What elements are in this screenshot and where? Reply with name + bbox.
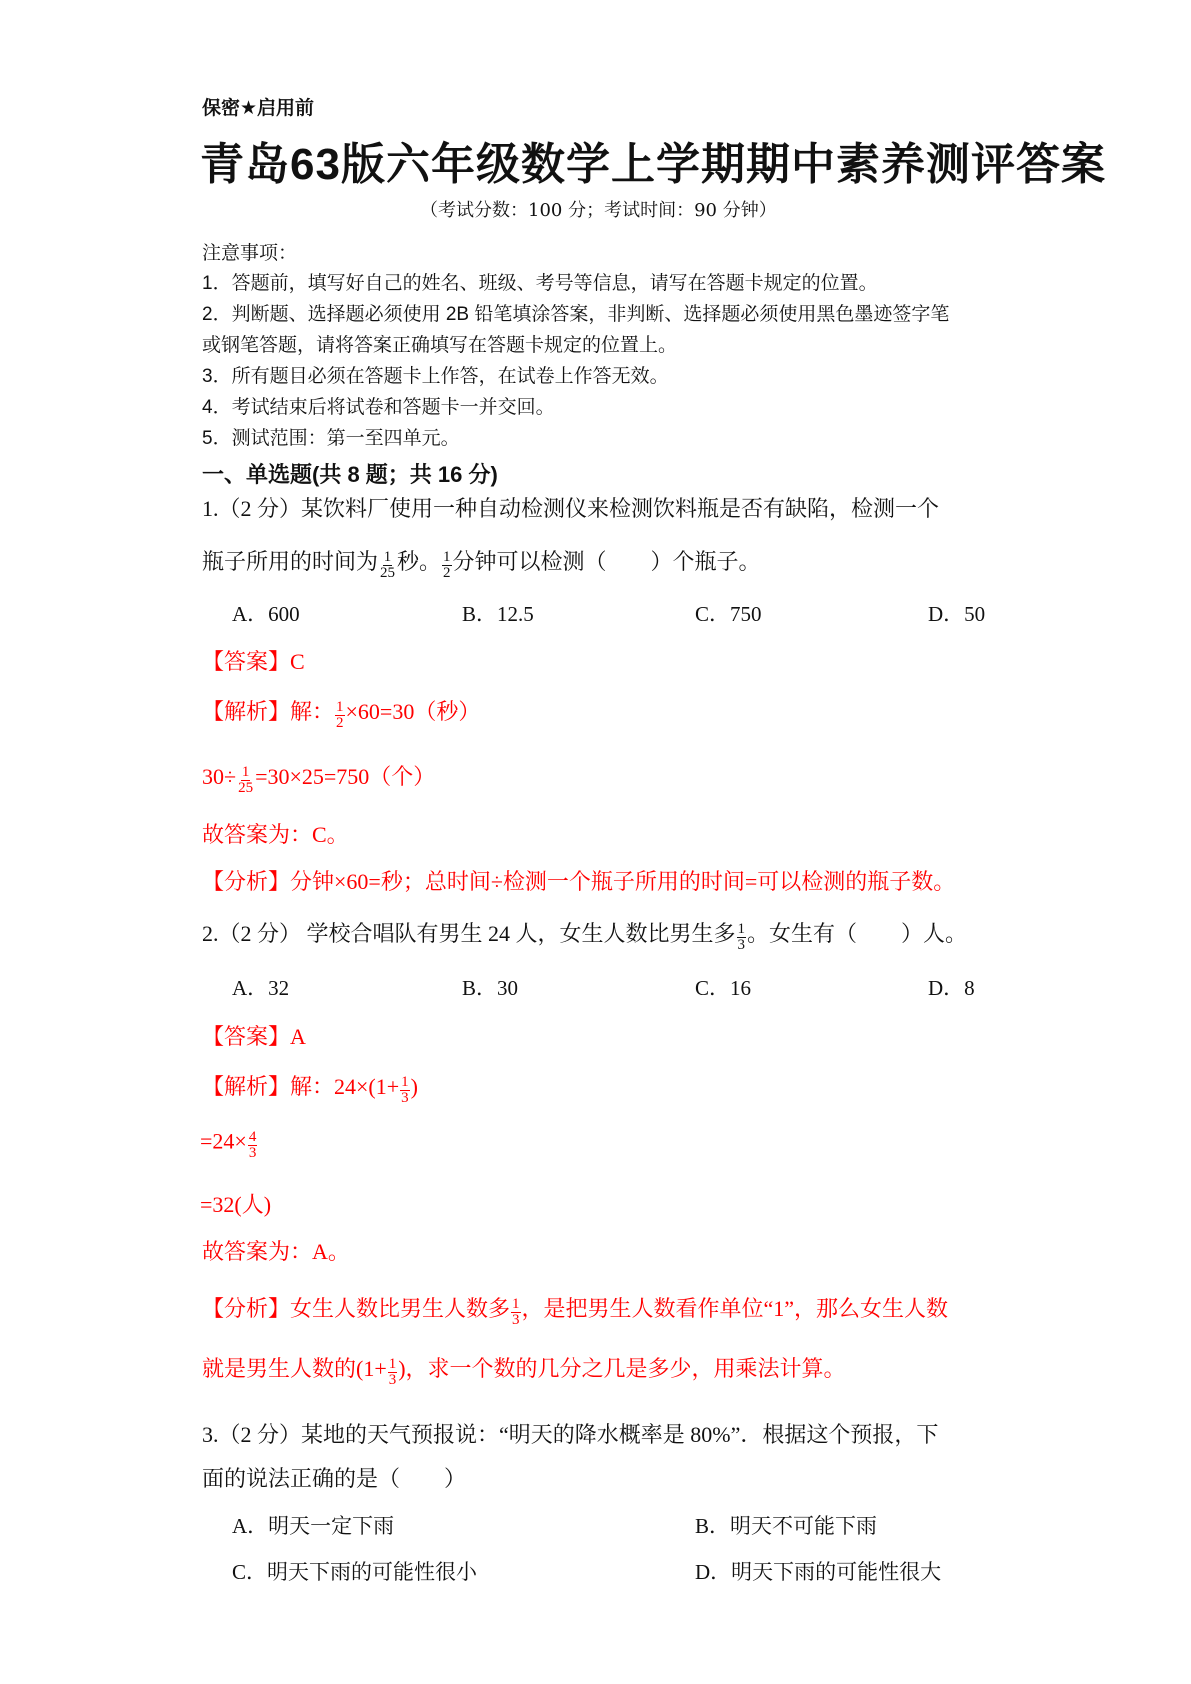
note-item: 或钢笔答题，请将答案正确填写在答题卡规定的位置上。 <box>202 335 678 356</box>
option-d: D．50 <box>928 602 986 626</box>
text: 秒。 <box>397 549 442 574</box>
text: 瓶子所用的时间为 <box>202 549 379 574</box>
exam-info: （考试分数：100 分；考试时间：90 分钟） <box>420 200 777 221</box>
analysis: 【解析】解： $\frac{1}{2}$ ×60=30（秒） <box>202 699 481 732</box>
option-a: A．600 <box>232 602 300 626</box>
option-a: A．明天一定下雨 <box>232 1514 395 1538</box>
question-3-text: 3.（2 分）某地的天气预报说：“明天的降水概率是 80%”．根据这个预报，下 <box>202 1422 939 1447</box>
text: 分钟可以检测（ ）个瓶子。 <box>452 549 761 574</box>
question-1-text: 1.（2 分）某饮料厂使用一种自动检测仪来检测饮料瓶是否有缺陷，检测一个 <box>202 496 940 521</box>
fraction: $\frac{1}{2}$ <box>443 549 451 582</box>
conclusion: 故答案为：A。 <box>202 1239 350 1264</box>
option-c: C．16 <box>695 976 752 1000</box>
question-2-text: 2.（2 分） 学校合唱队有男生 24 人，女生人数比男生多 $\frac{1}{3}$ 。女生有（ ）人。 <box>202 921 968 954</box>
note-item: 4．考试结束后将试卷和答题卡一并交回。 <box>202 397 555 418</box>
option-d: D．8 <box>928 976 975 1000</box>
analysis-step: =32(人) <box>200 1192 272 1217</box>
confidential-label: 保密★启用前 <box>202 98 315 119</box>
option-b: B．明天不可能下雨 <box>695 1514 878 1538</box>
section-heading: 一、单选题(共 8 题；共 16 分) <box>202 462 498 487</box>
analysis-step: =24× $\frac{4}{3}$ <box>200 1128 257 1161</box>
answer: 【答案】A <box>202 1024 306 1049</box>
analysis: 【解析】解：24×(1+ $\frac{1}{3}$ ) <box>202 1074 418 1107</box>
analysis-step: 30÷ $\frac{1}{25}$ =30×25=750（个） <box>202 764 436 797</box>
conclusion: 故答案为：C。 <box>202 822 349 847</box>
notes-heading: 注意事项： <box>202 243 298 264</box>
option-a: A．32 <box>232 976 290 1000</box>
option-c: C．750 <box>695 602 762 626</box>
option-c: C．明天下雨的可能性很小 <box>232 1560 478 1584</box>
fraction: $\frac{1}{25}$ <box>380 549 396 582</box>
page-title: 青岛63版六年级数学上学期期中素养测评答案 <box>200 140 1106 189</box>
explanation: 【分析】分钟×60=秒；总时间÷检测一个瓶子所用的时间=可以检测的瓶子数。 <box>202 869 956 894</box>
answer: 【答案】C <box>202 649 305 674</box>
explanation: 【分析】女生人数比男生人数多 $\frac{1}{3}$ ，是把男生人数看作单位“1”，那么女生人数 <box>202 1296 949 1329</box>
note-item: 1．答题前，填写好自己的姓名、班级、考号等信息，请写在答题卡规定的位置。 <box>202 273 878 294</box>
question-1-text-cont <box>202 545 761 582</box>
option-d: D．明天下雨的可能性很大 <box>695 1560 942 1584</box>
option-b: B．30 <box>462 976 519 1000</box>
question-3-text-cont: 面的说法正确的是（ ） <box>202 1466 467 1491</box>
note-item: 5．测试范围：第一至四单元。 <box>202 428 460 449</box>
explanation-cont: 就是男生人数的(1+ $\frac{1}{3}$ )，求一个数的几分之几是多少，用乘法计算。 <box>202 1356 846 1389</box>
option-b: B．12.5 <box>462 602 534 626</box>
note-item: 3．所有题目必须在答题卡上作答，在试卷上作答无效。 <box>202 366 669 387</box>
note-item: 2．判断题、选择题必须使用 2B 铅笔填涂答案，非判断、选择题必须使用黑色墨迹签字笔 <box>202 304 950 325</box>
